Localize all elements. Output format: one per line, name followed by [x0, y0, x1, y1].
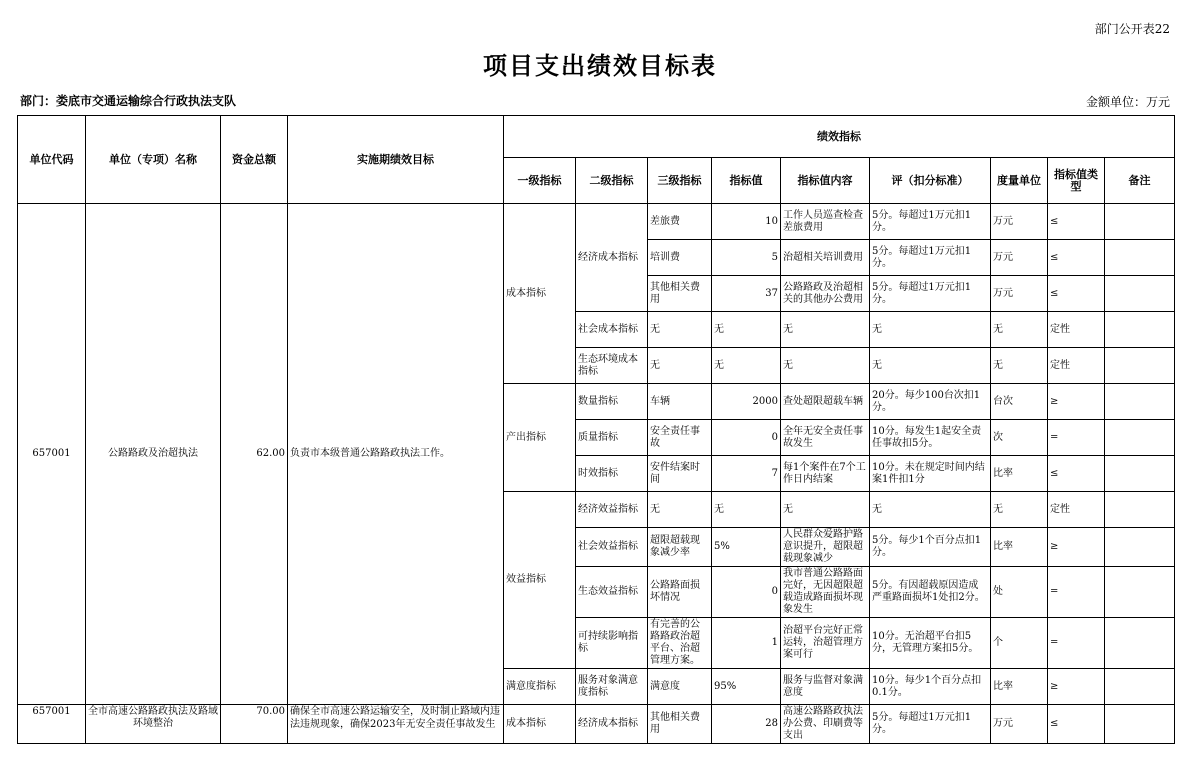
- indicator-content: 工作人员巡查检查差旅费用: [781, 204, 870, 240]
- table-row: [18, 705, 1175, 744]
- indicator-content: 无: [781, 492, 870, 528]
- indicator-value: 2000: [712, 384, 781, 420]
- performance-table: [17, 115, 1175, 744]
- level3-indicator: 其他相关费用: [648, 276, 712, 312]
- performance-goal: 负责市本级普通公路路政执法工作。: [288, 204, 504, 705]
- indicator-value: 0: [712, 420, 781, 456]
- level2-indicator: 质量指标: [576, 420, 648, 456]
- page-title: 项目支出绩效目标表: [483, 51, 717, 80]
- department-name: 娄底市交通运输综合行政执法支队: [56, 94, 237, 108]
- department-line: [20, 92, 236, 109]
- indicator-content: 治超平台完好正常运转，治超管理方案可行: [781, 618, 870, 669]
- remark: [1105, 420, 1175, 456]
- indicator-value: 95%: [712, 669, 781, 705]
- indicator-value: 无: [712, 348, 781, 384]
- level2-indicator: 时效指标: [576, 456, 648, 492]
- level1-indicator: 产出指标: [504, 384, 576, 492]
- header-measure: 度量单位: [991, 158, 1048, 204]
- value-type: ≤: [1048, 240, 1105, 276]
- level2-indicator: 社会效益指标: [576, 528, 648, 567]
- level2-indicator: 生态效益指标: [576, 567, 648, 618]
- remark: [1105, 705, 1175, 744]
- scoring-standard: 5分。有因超载原因造成严重路面损坏1处扣2分。: [870, 567, 991, 618]
- indicator-content: 人民群众爱路护路意识提升，超限超载现象减少: [781, 528, 870, 567]
- value-type: ≤: [1048, 456, 1105, 492]
- table-body: [18, 204, 1175, 744]
- level3-indicator: 有完善的公路路政治超平台、治超管理方案。: [648, 618, 712, 669]
- unit-code: 657001: [18, 204, 86, 705]
- measure-unit: 万元: [991, 204, 1048, 240]
- value-type: 定性: [1048, 312, 1105, 348]
- indicator-content: 高速公路路政执法办公费、印刷费等支出: [781, 705, 870, 744]
- level3-indicator: 培训费: [648, 240, 712, 276]
- level2-indicator: 社会成本指标: [576, 312, 648, 348]
- value-type: ≥: [1048, 528, 1105, 567]
- scoring-standard: 20分。每少100台次扣1分。: [870, 384, 991, 420]
- level3-indicator: 超限超载现象减少率: [648, 528, 712, 567]
- remark: [1105, 528, 1175, 567]
- remark: [1105, 618, 1175, 669]
- header-code: 单位代码: [18, 116, 86, 204]
- value-type: 定性: [1048, 492, 1105, 528]
- level3-indicator: 无: [648, 312, 712, 348]
- level3-indicator: 安件结案时间: [648, 456, 712, 492]
- level1-indicator: 效益指标: [504, 492, 576, 669]
- level2-indicator: 数量指标: [576, 384, 648, 420]
- indicator-content: 查处超限超载车辆: [781, 384, 870, 420]
- table-row: [18, 204, 1175, 240]
- table-number: 部门公开表22: [1094, 22, 1170, 36]
- unit-code: 657001: [18, 705, 86, 744]
- indicator-value: 7: [712, 456, 781, 492]
- project-name: 公路路政及治超执法: [86, 204, 221, 705]
- scoring-standard: 10分。每少1个百分点扣0.1分。: [870, 669, 991, 705]
- remark: [1105, 384, 1175, 420]
- measure-unit: 万元: [991, 705, 1048, 744]
- level3-indicator: 车辆: [648, 384, 712, 420]
- fund-amount: 70.00: [221, 705, 288, 744]
- department-label: 部门：: [20, 94, 57, 108]
- scoring-standard: 5分。每超过1万元扣1分。: [870, 276, 991, 312]
- remark: [1105, 669, 1175, 705]
- level1-indicator: 成本指标: [504, 705, 576, 744]
- level3-indicator: 安全责任事故: [648, 420, 712, 456]
- header-level1: 一级指标: [504, 158, 576, 204]
- value-type: ≤: [1048, 276, 1105, 312]
- remark: [1105, 276, 1175, 312]
- amount-unit: 金额单位：万元: [1085, 95, 1170, 109]
- indicator-value: 28: [712, 705, 781, 744]
- level3-indicator: 差旅费: [648, 204, 712, 240]
- level2-indicator: 生态环境成本指标: [576, 348, 648, 384]
- remark: [1105, 567, 1175, 618]
- level2-indicator: 可持续影响指标: [576, 618, 648, 669]
- indicator-content: 每1个案件在7个工作日内结案: [781, 456, 870, 492]
- indicator-content: 无: [781, 312, 870, 348]
- value-type: =: [1048, 420, 1105, 456]
- measure-unit: 比率: [991, 528, 1048, 567]
- measure-unit: 无: [991, 312, 1048, 348]
- header-value: 指标值: [712, 158, 781, 204]
- indicator-content: 服务与监督对象满意度: [781, 669, 870, 705]
- measure-unit: 个: [991, 618, 1048, 669]
- level2-indicator: 经济效益指标: [576, 492, 648, 528]
- level3-indicator: 无: [648, 492, 712, 528]
- measure-unit: 比率: [991, 669, 1048, 705]
- remark: [1105, 348, 1175, 384]
- indicator-content: 无: [781, 348, 870, 384]
- level1-indicator: 成本指标: [504, 204, 576, 384]
- scoring-standard: 10分。每发生1起安全责任事故扣5分。: [870, 420, 991, 456]
- indicator-content: 我市普通公路路面完好，无因超限超载造成路面损坏现象发生: [781, 567, 870, 618]
- header-level3: 三级指标: [648, 158, 712, 204]
- scoring-standard: 5分。每少1个百分点扣1分。: [870, 528, 991, 567]
- header-remark: 备注: [1105, 158, 1175, 204]
- header-level2: 二级指标: [576, 158, 648, 204]
- measure-unit: 台次: [991, 384, 1048, 420]
- measure-unit: 比率: [991, 456, 1048, 492]
- indicator-value: 0: [712, 567, 781, 618]
- level3-indicator: 无: [648, 348, 712, 384]
- value-type: =: [1048, 567, 1105, 618]
- remark: [1105, 492, 1175, 528]
- header-amount: 资金总额: [221, 116, 288, 204]
- remark: [1105, 312, 1175, 348]
- indicator-value: 1: [712, 618, 781, 669]
- level3-indicator: 公路路面损坏情况: [648, 567, 712, 618]
- indicator-value: 37: [712, 276, 781, 312]
- header-name: 单位（专项）名称: [86, 116, 221, 204]
- value-type: ≤: [1048, 705, 1105, 744]
- header-performance: 绩效指标: [504, 116, 1175, 158]
- level1-indicator: 满意度指标: [504, 669, 576, 705]
- level2-indicator: 经济成本指标: [576, 204, 648, 312]
- header-goal: 实施期绩效目标: [288, 116, 504, 204]
- scoring-standard: 5分。每超过1万元扣1分。: [870, 240, 991, 276]
- indicator-value: 5: [712, 240, 781, 276]
- project-name: 全市高速公路路政执法及路域环境整治: [86, 705, 221, 744]
- value-type: ≤: [1048, 204, 1105, 240]
- scoring-standard: 无: [870, 312, 991, 348]
- measure-unit: 无: [991, 492, 1048, 528]
- level2-indicator: 经济成本指标: [576, 705, 648, 744]
- indicator-value: 无: [712, 312, 781, 348]
- measure-unit: 次: [991, 420, 1048, 456]
- header-row-1: [18, 116, 1175, 158]
- value-type: ≥: [1048, 384, 1105, 420]
- measure-unit: 万元: [991, 240, 1048, 276]
- scoring-standard: 10分。未在规定时间内结案1件扣1分: [870, 456, 991, 492]
- indicator-content: 治超相关培训费用: [781, 240, 870, 276]
- value-type: ≥: [1048, 669, 1105, 705]
- remark: [1105, 240, 1175, 276]
- indicator-value: 10: [712, 204, 781, 240]
- performance-goal: 确保全市高速公路运输安全，及时制止路域内违法违规现象，确保2023年无安全责任事故发生: [288, 705, 504, 744]
- indicator-value: 无: [712, 492, 781, 528]
- level3-indicator: 其他相关费用: [648, 705, 712, 744]
- value-type: =: [1048, 618, 1105, 669]
- indicator-content: 公路路政及治超相关的其他办公费用: [781, 276, 870, 312]
- fund-amount: 62.00: [221, 204, 288, 705]
- measure-unit: 处: [991, 567, 1048, 618]
- level3-indicator: 满意度: [648, 669, 712, 705]
- indicator-content: 全年无安全责任事故发生: [781, 420, 870, 456]
- remark: [1105, 456, 1175, 492]
- measure-unit: 无: [991, 348, 1048, 384]
- scoring-standard: 无: [870, 492, 991, 528]
- indicator-value: 5%: [712, 528, 781, 567]
- scoring-standard: 10分。无治超平台扣5分，无管理方案扣5分。: [870, 618, 991, 669]
- header-type: 指标值类型: [1048, 158, 1105, 204]
- remark: [1105, 204, 1175, 240]
- value-type: 定性: [1048, 348, 1105, 384]
- level2-indicator: 服务对象满意度指标: [576, 669, 648, 705]
- measure-unit: 万元: [991, 276, 1048, 312]
- header-score: 评（扣分标准）: [870, 158, 991, 204]
- scoring-standard: 5分。每超过1万元扣1分。: [870, 705, 991, 744]
- header-content: 指标值内容: [781, 158, 870, 204]
- scoring-standard: 5分。每超过1万元扣1分。: [870, 204, 991, 240]
- scoring-standard: 无: [870, 348, 991, 384]
